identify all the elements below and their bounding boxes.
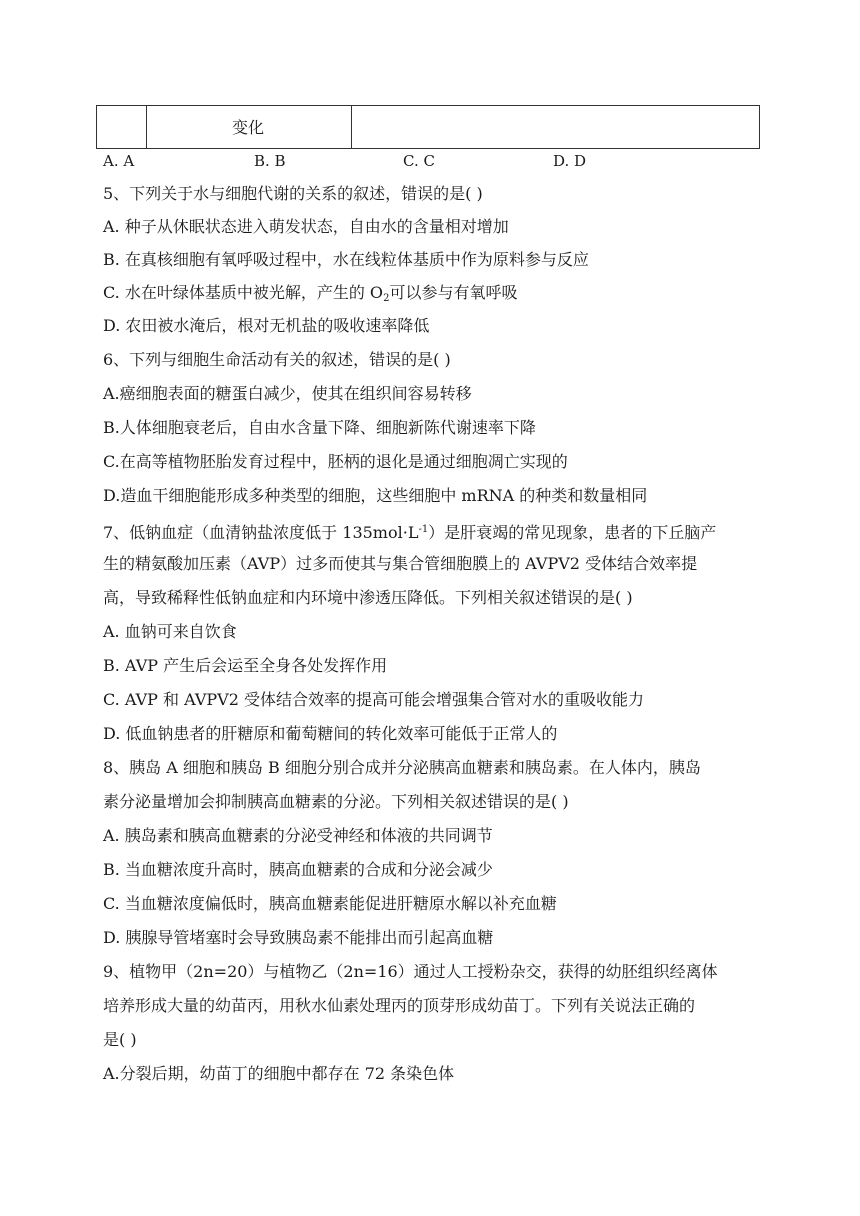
- question-7-stem-line2: 生的精氨酸加压素（AVP）过多而使其与集合管细胞膜上的 AVPV2 受体结合效率提: [103, 554, 698, 573]
- question-5-stem: 5、下列关于水与细胞代谢的关系的叙述，错误的是( ): [103, 184, 483, 203]
- question-8-stem-line2: 素分泌量增加会抑制胰高血糖素的分泌。下列相关叙述错误的是( ): [103, 792, 569, 811]
- q5-c-subscript: 2: [383, 293, 390, 304]
- question-9-option-a: A.分裂后期，幼苗丁的细胞中都存在 72 条染色体: [103, 1064, 455, 1083]
- question-8-option-c: C. 当血糖浓度偏低时，胰高血糖素能促进肝糖原水解以补充血糖: [103, 894, 557, 913]
- q7-superscript: -1: [418, 524, 429, 535]
- table-cell-label: 变化: [147, 106, 352, 148]
- question-8-stem-line1: 8、胰岛 A 细胞和胰岛 B 细胞分别合成并分泌胰高血糖素和胰岛素。在人体内，胰岛: [103, 758, 701, 777]
- option-a: A. A: [103, 152, 135, 170]
- question-7-option-c: C. AVP 和 AVPV2 受体结合效率的提高可能会增强集合管对水的重吸收能力: [103, 690, 644, 709]
- question-9-stem-line3: 是( ): [103, 1030, 137, 1049]
- option-c: C. C: [403, 152, 435, 170]
- question-8-option-b: B. 当血糖浓度升高时，胰高血糖素的合成和分泌会减少: [103, 860, 493, 879]
- question-5-option-c: [103, 283, 517, 309]
- q5-c-text-end: 可以参与有氧呼吸: [389, 283, 518, 302]
- option-d: D. D: [553, 152, 587, 170]
- table-cell-content: [352, 106, 759, 148]
- table-options-row: [103, 151, 703, 171]
- question-6-option-a: A.癌细胞表面的糖蛋白减少，使其在组织间容易转移: [103, 384, 472, 403]
- question-8-option-a: A. 胰岛素和胰高血糖素的分泌受神经和体液的共同调节: [103, 826, 493, 845]
- question-6-option-c: C.在高等植物胚胎发育过程中，胚柄的退化是通过细胞凋亡实现的: [103, 452, 568, 471]
- question-9-stem-line2: 培养形成大量的幼苗丙，用秋水仙素处理丙的顶芽形成幼苗丁。下列有关说法正确的: [103, 996, 696, 1015]
- question-7-stem-line3: 高，导致稀释性低钠血症和内环境中渗透压降低。下列相关叙述错误的是( ): [103, 588, 633, 607]
- table-cell-empty: [97, 106, 147, 148]
- question-9-stem-line1: 9、植物甲（2n=20）与植物乙（2n=16）通过人工授粉杂交，获得的幼胚组织经离体: [103, 962, 718, 981]
- q7-stem-text-end: ）是肝衰竭的常见现象，患者的下丘脑产: [428, 523, 717, 542]
- question-8-option-d: D. 胰腺导管堵塞时会导致胰岛素不能排出而引起高血糖: [103, 928, 494, 947]
- question-7-option-b: B. AVP 产生后会运至全身各处发挥作用: [103, 656, 388, 675]
- question-7-option-d: D. 低血钠患者的肝糖原和葡萄糖间的转化效率可能低于正常人的: [103, 724, 558, 743]
- question-5-option-b: B. 在真核细胞有氧呼吸过程中，水在线粒体基质中作为原料参与反应: [103, 250, 589, 269]
- question-6-stem: 6、下列与细胞生命活动有关的叙述，错误的是( ): [103, 350, 451, 369]
- question-6-option-d: D.造血干细胞能形成多种类型的细胞，这些细胞中 mRNA 的种类和数量相同: [103, 486, 648, 505]
- question-6-option-b: B.人体细胞衰老后，自由水含量下降、细胞新陈代谢速率下降: [103, 418, 536, 437]
- option-b: B. B: [254, 152, 286, 170]
- question-7-option-a: A. 血钠可来自饮食: [103, 622, 237, 641]
- answer-table-row: [96, 105, 760, 149]
- q7-stem-text: 7、低钠血症（血清钠盐浓度低于 135mol·L: [103, 523, 419, 542]
- question-5-option-a: A. 种子从休眠状态进入萌发状态，自由水的含量相对增加: [103, 217, 509, 236]
- q5-c-text: C. 水在叶绿体基质中被光解，产生的 O: [103, 283, 384, 302]
- question-5-option-d: D. 农田被水淹后，根对无机盐的吸收速率降低: [103, 316, 430, 335]
- question-7-stem-line1: [103, 520, 716, 543]
